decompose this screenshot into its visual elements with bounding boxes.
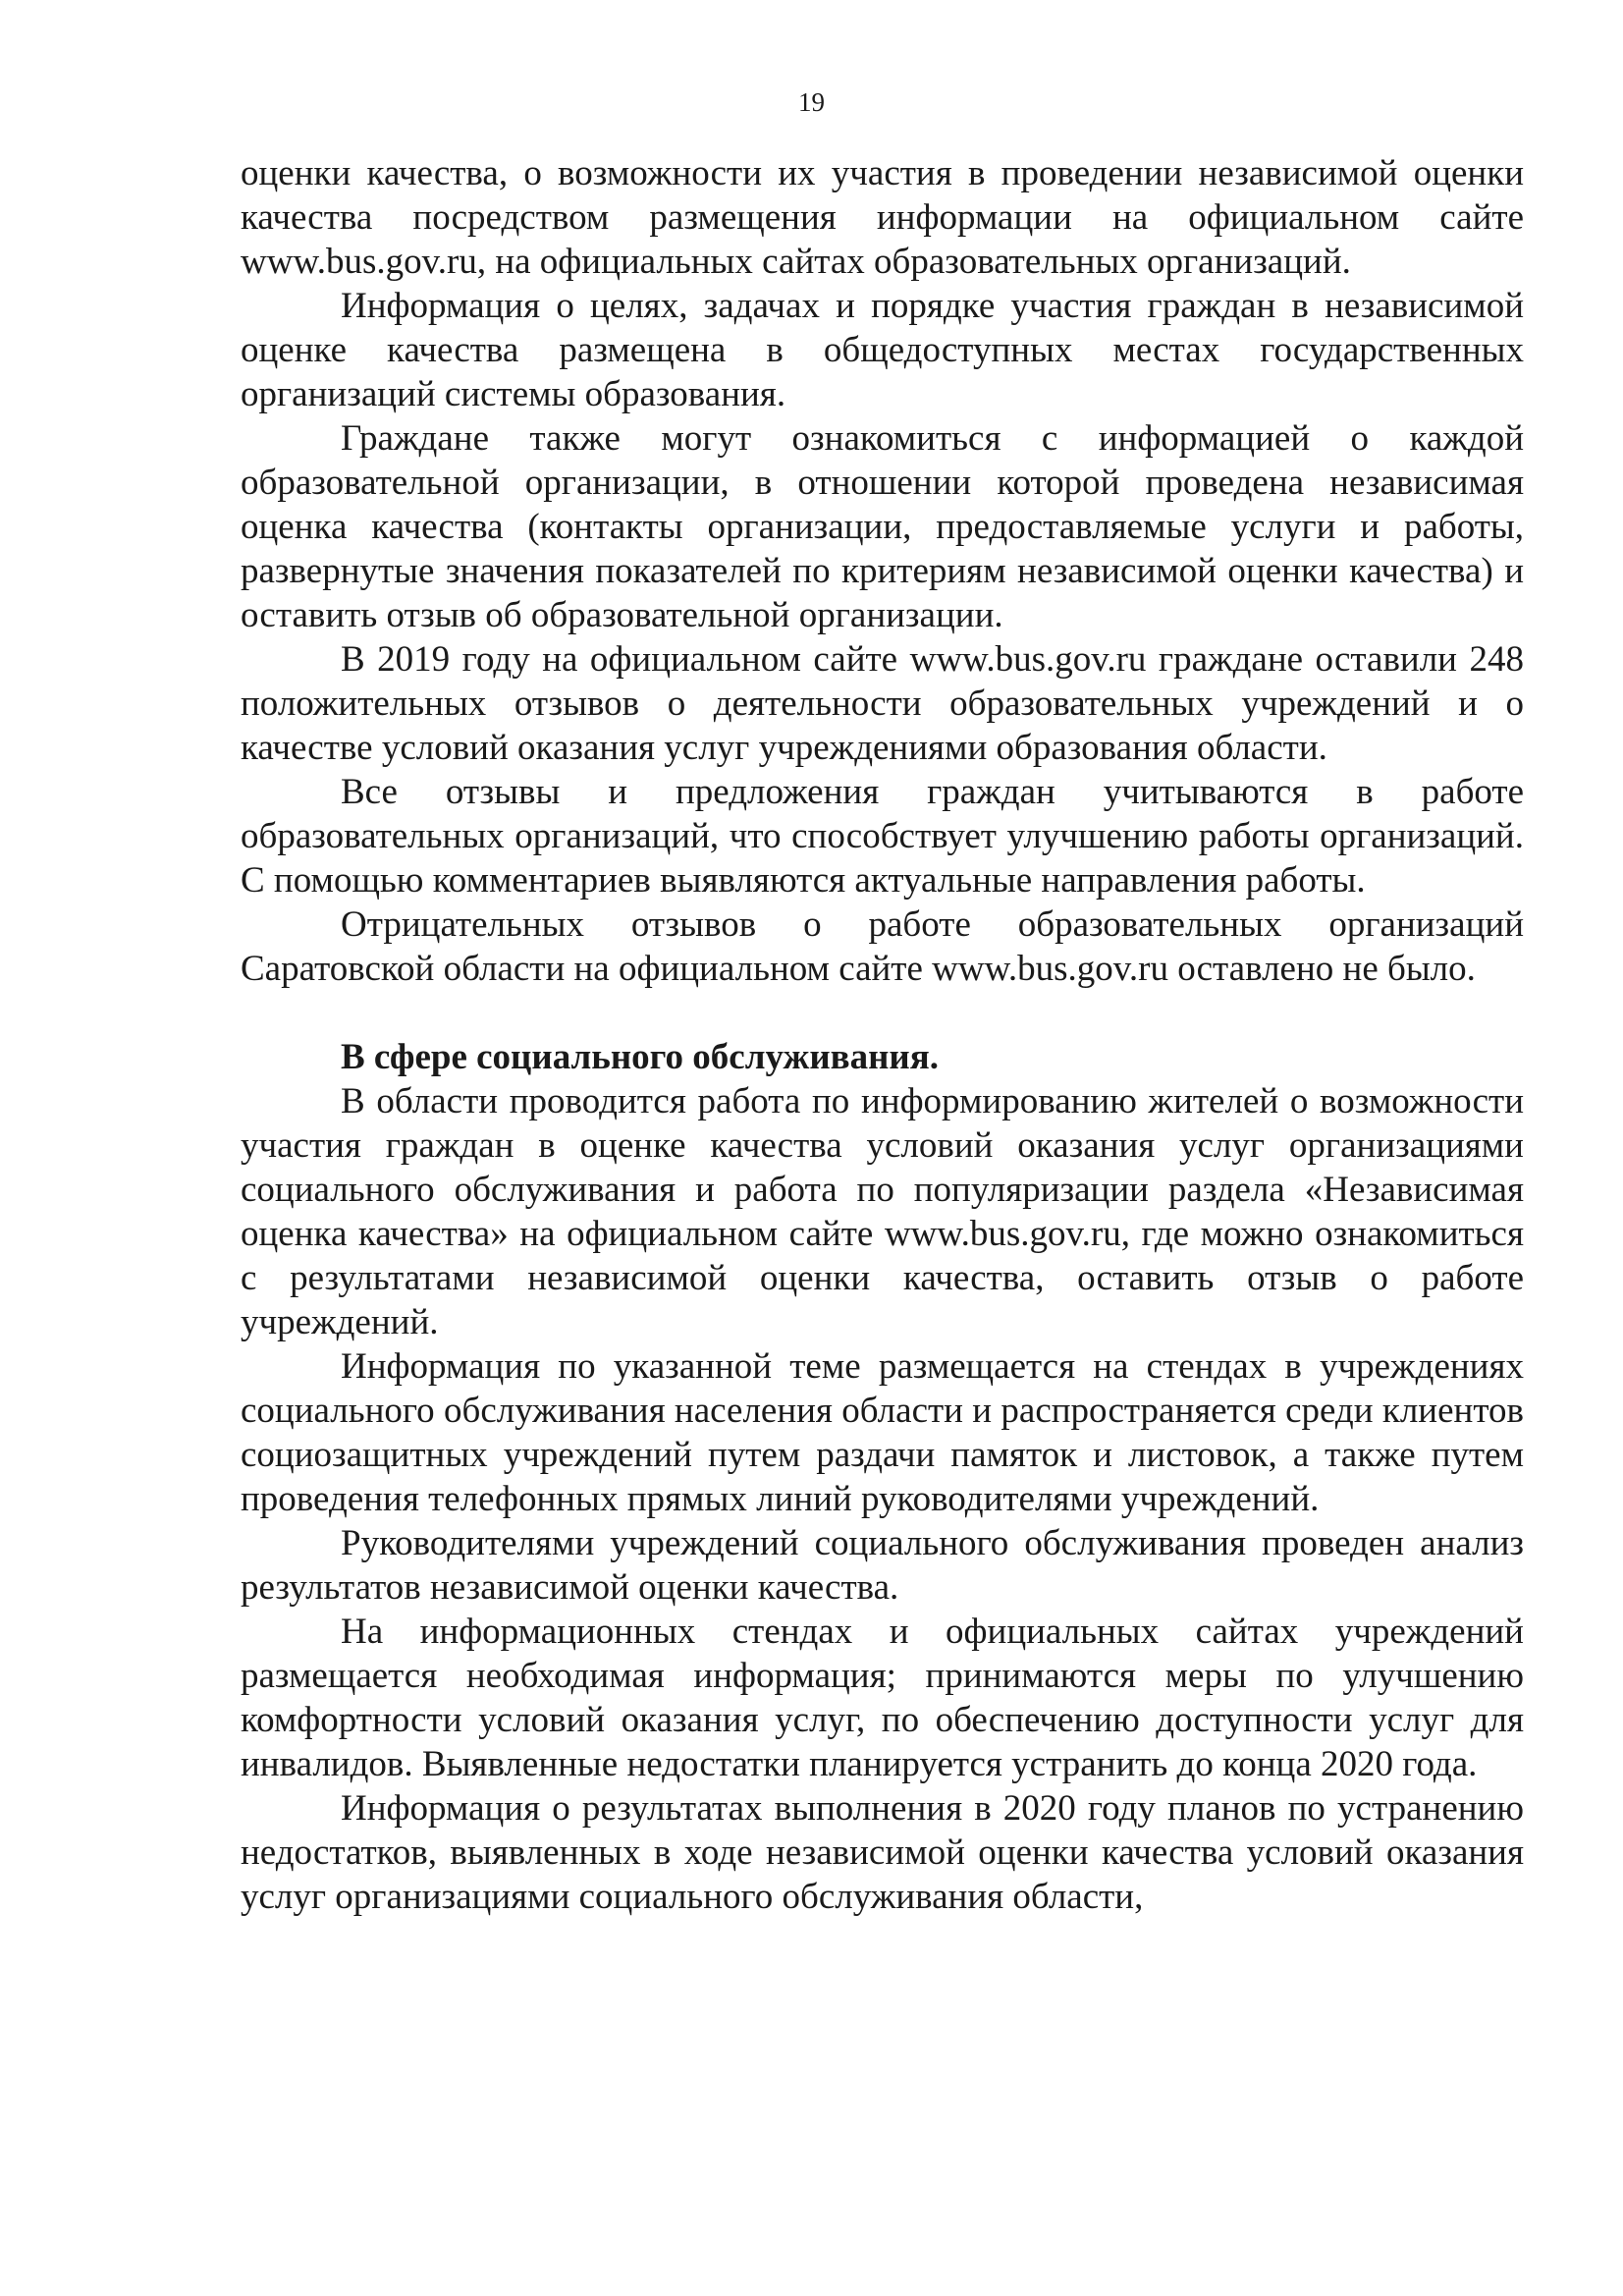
section-heading: В сфере социального обслуживания. [341,1037,940,1077]
document-body [241,151,1524,1919]
paragraph: Информация о целях, задачах и порядке участия граждан в независимой оценке качества размещена в общедоступных местах государственных организаций системы образования. [241,286,1524,414]
paragraph: В области проводится работа по информированию жителей о возможности участия граждан в оценке качества условий оказания услуг организациями социального обслуживания и работа по популяризации раздела «Независимая оценка качества» на официальном сайте www.bus.gov.ru, где можно ознакомиться с результатами независимой оценки качества, оставить отзыв о работе учреждений. [241,1081,1524,1342]
paragraph: оценки качества, о возможности их участия в проведении независимой оценки качества посредством размещения информации на официальном сайте www.bus.gov.ru, на официальных сайтах образовательных организаций. [241,153,1524,282]
paragraph: На информационных стендах и официальных сайтах учреждений размещается необходимая информация; принимаются меры по улучшению комфортности условий оказания услуг, по обеспечению доступности услуг для инвалидов. Выявленные недостатки планируется устранить до конца 2020 года. [241,1612,1524,1784]
paragraph: Информация по указанной теме размещается на стендах в учреждениях социального обслуживания населения области и распространяется среди клиентов социозащитных учреждений путем раздачи памяток и листовок, а также путем проведения телефонных прямых линий руководителями учреждений. [241,1346,1524,1519]
paragraph: Информация о результатах выполнения в 2020 году планов по устранению недостатков, выявленных в ходе независимой оценки качества условий оказания услуг организациями социального обслуживания области, [241,1788,1524,1917]
paragraph: Руководителями учреждений социального обслуживания проведен анализ результатов независимой оценки качества. [241,1523,1524,1608]
paragraph: Отрицательных отзывов о работе образовательных организаций Саратовской области на официальном сайте www.bus.gov.ru оставлено не было. [241,904,1524,989]
paragraph: В 2019 году на официальном сайте www.bus.gov.ru граждане оставили 248 положительных отзывов о деятельности образовательных учреждений и о качестве условий оказания услуг учреждениями образования области. [241,639,1524,768]
page-number: 19 [798,87,825,117]
paragraph: Все отзывы и предложения граждан учитываются в работе образовательных организаций, что способствует улучшению работы организаций. С помощью комментариев выявляются актуальные направления работы. [241,772,1524,901]
paragraph: Граждане также могут ознакомиться с информацией о каждой образовательной организации, в отношении которой проведена независимая оценка качества (контакты организации, предоставляемые услуги и работы, развернутые значения показателей по критериям независимой оценки качества) и оставить отзыв об образовательной организации. [241,418,1524,635]
